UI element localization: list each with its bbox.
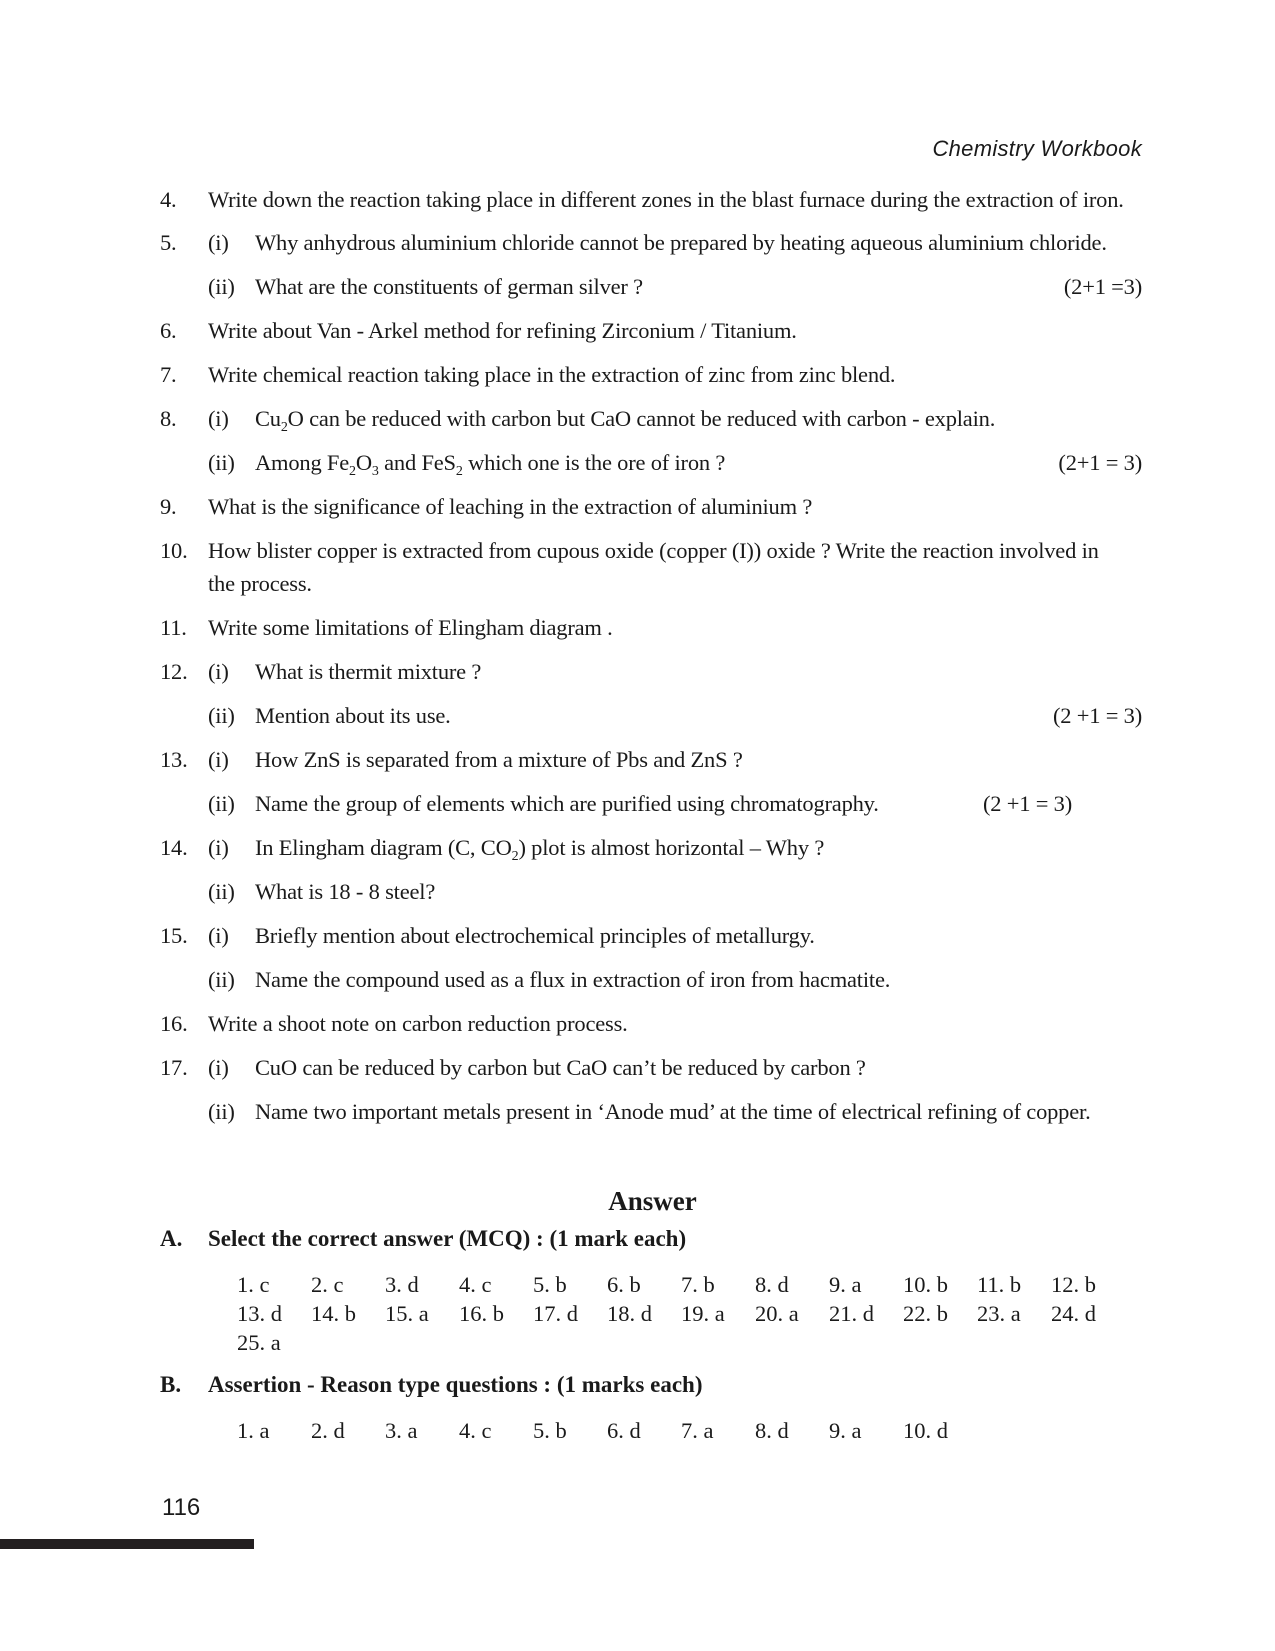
answer-item: 14. b	[311, 1301, 356, 1326]
question-number: 5.	[160, 230, 177, 255]
answer-item: 10. d	[903, 1418, 948, 1443]
section-title: Assertion - Reason type questions : (1 marks each)	[208, 1372, 703, 1397]
answer-item: 19. a	[681, 1301, 725, 1326]
sub-label: (ii)	[208, 967, 235, 992]
question-number: 11.	[160, 615, 187, 640]
answer-item: 13. d	[237, 1301, 282, 1326]
answer-item: 7. b	[681, 1272, 715, 1297]
question-text: What is the significance of leaching in the extraction of aluminium ?	[208, 494, 813, 519]
answer-item: 17. d	[533, 1301, 578, 1326]
answer-item: 10. b	[903, 1272, 948, 1297]
sub-label: (i)	[208, 923, 229, 948]
question-text: Why anhydrous aluminium chloride cannot be prepared by heating aqueous aluminium chloride.	[255, 230, 1107, 255]
answer-item: 7. a	[681, 1418, 714, 1443]
answer-item: 4. c	[459, 1418, 492, 1443]
answer-item: 25. a	[237, 1330, 281, 1355]
sub-label: (i)	[208, 406, 229, 431]
question-text: What is 18 - 8 steel?	[255, 879, 436, 904]
sub-label: (ii)	[208, 1099, 235, 1124]
question-text: Briefly mention about electrochemical principles of metallurgy.	[255, 923, 815, 948]
question-number: 4.	[160, 187, 177, 212]
sub-label: (i)	[208, 835, 229, 860]
answer-heading: Answer	[608, 1186, 697, 1216]
question-text: How blister copper is extracted from cupous oxide (copper (I)) oxide ? Write the reaction involved in	[208, 538, 1099, 563]
answer-item: 4. c	[459, 1272, 492, 1297]
answer-item: 18. d	[607, 1301, 652, 1326]
sub-label: (ii)	[208, 450, 235, 475]
section-letter: B.	[160, 1372, 182, 1397]
question-text: Write a shoot note on carbon reduction process.	[208, 1011, 628, 1036]
question-number: 7.	[160, 362, 177, 387]
answer-item: 2. c	[311, 1272, 344, 1297]
answer-item: 3. d	[385, 1272, 419, 1297]
question-text: Write chemical reaction taking place in the extraction of zinc from zinc blend.	[208, 362, 896, 387]
sub-label: (i)	[208, 1055, 229, 1080]
running-header: Chemistry Workbook	[932, 136, 1142, 161]
question-text: What are the constituents of german silver ?	[255, 274, 643, 299]
marks-label: (2 +1 = 3)	[1053, 703, 1142, 728]
question-text: Write some limitations of Elingham diagram .	[208, 615, 613, 640]
question-text: Write down the reaction taking place in different zones in the blast furnace during the extraction of iron.	[208, 187, 1124, 212]
question-text: Name the compound used as a flux in extraction of iron from hacmatite.	[255, 967, 891, 992]
sub-label: (ii)	[208, 791, 235, 816]
question-text: Write about Van - Arkel method for refining Zirconium / Titanium.	[208, 318, 797, 343]
question-text: CuO can be reduced by carbon but CaO can’t be reduced by carbon ?	[255, 1055, 866, 1080]
question-text: Among $Fe_2O_3$ and FeS$_2$ which one is the ore of iron ?	[255, 450, 726, 479]
question-number: 10.	[160, 538, 188, 563]
answer-item: 16. b	[459, 1301, 504, 1326]
answer-item: 1. c	[237, 1272, 270, 1297]
question-text: the process.	[208, 571, 312, 596]
question-text: What is thermit mixture ?	[255, 659, 482, 684]
sub-label: (i)	[208, 659, 229, 684]
answer-item: 8. d	[755, 1418, 789, 1443]
answer-item: 8. d	[755, 1272, 789, 1297]
sub-label: (ii)	[208, 879, 235, 904]
marks-label: (2+1 = 3)	[1058, 450, 1142, 475]
question-number: 15.	[160, 923, 188, 948]
section-letter: A.	[160, 1226, 183, 1251]
question-text: Name the group of elements which are purified using chromatography.	[255, 791, 879, 816]
answer-item: 11. b	[977, 1272, 1022, 1297]
question-text: In Elingham diagram (C, $CO_2$) plot is almost horizontal – Why ?	[255, 835, 825, 864]
answer-item: 6. b	[607, 1272, 641, 1297]
answer-item: 9. a	[829, 1272, 862, 1297]
answer-item: 21. d	[829, 1301, 874, 1326]
answer-item: 2. d	[311, 1418, 345, 1443]
assertion-answer-grid	[237, 1416, 1137, 1445]
question-number: 16.	[160, 1011, 188, 1036]
answer-item: 20. a	[755, 1301, 799, 1326]
marks-label: (2 +1 = 3)	[983, 791, 1072, 816]
answer-item: 9. a	[829, 1418, 862, 1443]
answer-item: 12. b	[1051, 1272, 1096, 1297]
answer-item: 23. a	[977, 1301, 1021, 1326]
question-text: Mention about its use.	[255, 703, 451, 728]
answer-item: 5. b	[533, 1418, 567, 1443]
question-text: How ZnS is separated from a mixture of Pbs and ZnS ?	[255, 747, 743, 772]
question-number: 6.	[160, 318, 177, 343]
answer-item: 22. b	[903, 1301, 948, 1326]
answer-item: 3. a	[385, 1418, 418, 1443]
question-number: 12.	[160, 659, 188, 684]
answer-item: 1. a	[237, 1418, 270, 1443]
answer-item: 5. b	[533, 1272, 567, 1297]
answer-item: 15. a	[385, 1301, 429, 1326]
sub-label: (i)	[208, 747, 229, 772]
sub-label: (ii)	[208, 703, 235, 728]
mcq-answer-grid	[237, 1270, 1137, 1357]
question-number: 9.	[160, 494, 177, 519]
question-number: 13.	[160, 747, 188, 772]
marks-label: (2+1 =3)	[1063, 274, 1142, 299]
sub-label: (i)	[208, 230, 229, 255]
section-title: Select the correct answer (MCQ) : (1 mark each)	[208, 1226, 687, 1251]
answer-item: 24. d	[1051, 1301, 1096, 1326]
question-number: 8.	[160, 406, 177, 431]
footer-bar	[0, 1539, 254, 1549]
sub-label: (ii)	[208, 274, 235, 299]
page-number: 116	[162, 1494, 201, 1521]
question-text: Name two important metals present in ‘Anode mud’ at the time of electrical refining of copper.	[255, 1099, 1091, 1124]
question-number: 17.	[160, 1055, 188, 1080]
answer-item: 6. d	[607, 1418, 641, 1443]
question-number: 14.	[160, 835, 188, 860]
question-text: $Cu_2O$ can be reduced with carbon but CaO cannot be reduced with carbon - explain.	[255, 406, 996, 435]
